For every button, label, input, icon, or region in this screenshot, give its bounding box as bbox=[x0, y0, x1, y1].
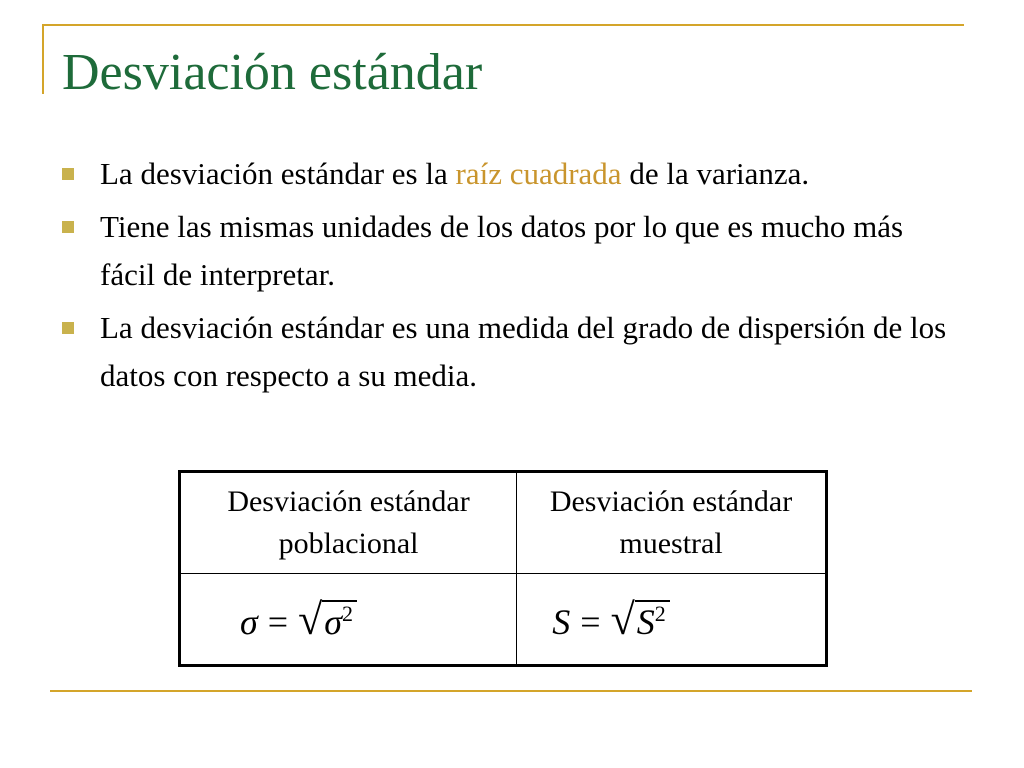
radicand-symbol: σ bbox=[324, 601, 343, 642]
square-bullet-icon bbox=[62, 221, 74, 233]
bullet-item-3 bbox=[62, 304, 962, 400]
header-population: Desviación estándar poblacional bbox=[180, 472, 517, 574]
square-bullet-icon bbox=[62, 322, 74, 334]
formula-radicand bbox=[322, 600, 357, 642]
formula-exponent: 2 bbox=[342, 600, 354, 626]
bottom-rule bbox=[50, 690, 972, 692]
formula-population bbox=[240, 593, 357, 643]
slide-title: Desviación estándar bbox=[62, 44, 483, 101]
formula-equals: = bbox=[267, 601, 289, 642]
formula-sample-cell bbox=[517, 574, 827, 666]
bullet-1-text-start: La desviación estándar es la bbox=[100, 156, 456, 191]
table-formula-row bbox=[180, 574, 827, 666]
sqrt-icon: √ bbox=[298, 594, 323, 644]
bullet-item-1 bbox=[62, 150, 962, 198]
sqrt-icon: √ bbox=[610, 594, 635, 644]
table-header-row bbox=[180, 472, 827, 574]
radicand-symbol: S bbox=[636, 601, 655, 642]
bullet-list bbox=[62, 150, 962, 405]
std-dev-table bbox=[178, 470, 828, 667]
bullet-item-2 bbox=[62, 203, 962, 299]
formula-population-cell bbox=[180, 574, 517, 666]
header-sample: Desviación estándar muestral bbox=[517, 472, 827, 574]
bullet-2-text: Tiene las mismas unidades de los datos por lo que es mucho más fácil de interpretar. bbox=[100, 209, 904, 292]
bullet-1-text-end: de la varianza. bbox=[621, 156, 810, 191]
top-rule bbox=[42, 24, 964, 26]
formula-sample bbox=[552, 593, 669, 643]
formula-radicand bbox=[635, 600, 670, 642]
formula-lhs: S bbox=[552, 601, 571, 642]
square-bullet-icon bbox=[62, 168, 74, 180]
left-rule bbox=[42, 24, 44, 94]
bullet-3-text: La desviación estándar es una medida del grado de dispersión de los datos con respecto a su media. bbox=[100, 310, 947, 393]
formula-equals: = bbox=[580, 601, 601, 642]
formula-exponent: 2 bbox=[654, 600, 666, 626]
bullet-1-highlight: raíz cuadrada bbox=[455, 156, 622, 191]
formula-lhs: σ bbox=[240, 601, 258, 642]
